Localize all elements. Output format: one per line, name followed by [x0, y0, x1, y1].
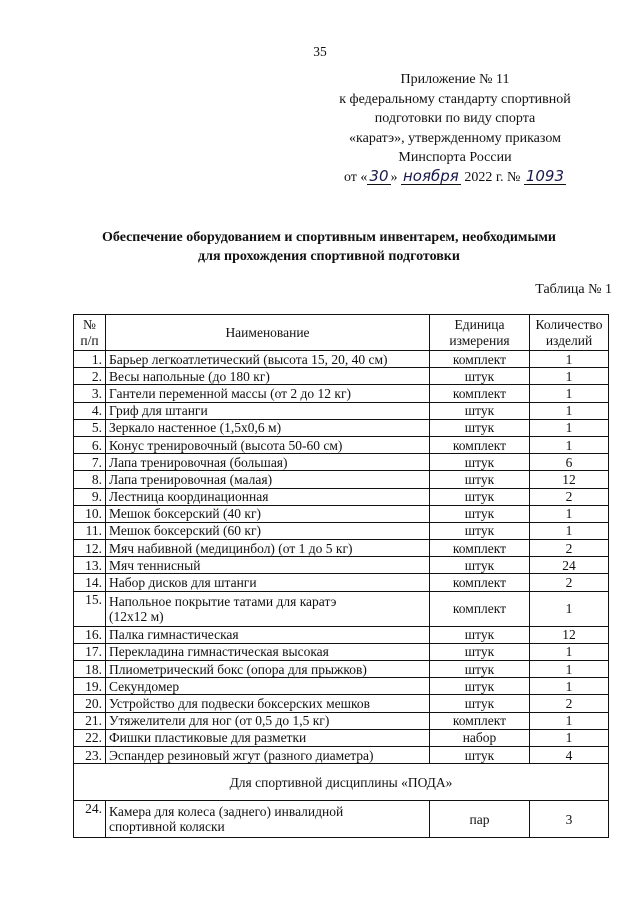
row-name: Палка гимнастическая [106, 626, 430, 643]
appendix-date-line [300, 168, 610, 188]
row-unit: комплект [430, 574, 530, 591]
row-name: Плиометрический бокс (опора для прыжков) [106, 661, 430, 678]
row-unit: штук [430, 505, 530, 522]
row-quantity: 1 [530, 643, 609, 660]
table-row [74, 419, 609, 436]
appendix-line: подготовки по виду спорта [374, 111, 536, 126]
title-line: Обеспечение оборудованием и спортивным инвентарем, необходимыми [102, 230, 556, 245]
row-quantity: 1 [530, 368, 609, 385]
row-quantity: 1 [530, 402, 609, 419]
table-row [74, 643, 609, 660]
row-unit: штук [430, 454, 530, 471]
row-quantity: 24 [530, 557, 609, 574]
row-name: Устройство для подвески боксерских мешков [106, 695, 430, 712]
document-title [40, 228, 618, 266]
table-row [74, 540, 609, 557]
row-number: 10. [74, 505, 106, 522]
row-quantity: 1 [530, 505, 609, 522]
table-row [74, 729, 609, 746]
row-unit: набор [430, 729, 530, 746]
row-unit: комплект [430, 540, 530, 557]
row-number: 8. [74, 471, 106, 488]
header-text: № [83, 316, 96, 332]
row-name: Зеркало настенное (1,5x0,6 м) [106, 419, 430, 436]
row-unit: комплект [430, 351, 530, 368]
row-unit: штук [430, 695, 530, 712]
table-row [74, 368, 609, 385]
row-name: Лапа тренировочная (большая) [106, 454, 430, 471]
row-unit: штук [430, 368, 530, 385]
table-row [74, 746, 609, 763]
table-row [74, 712, 609, 729]
row-name: Мяч теннисный [106, 557, 430, 574]
header-name: Наименование [106, 315, 430, 351]
row-number: 21. [74, 712, 106, 729]
row-name-line: (12x12 м) [109, 608, 164, 624]
row-name: Конус тренировочный (высота 50-60 см) [106, 436, 430, 453]
row-unit: комплект [430, 712, 530, 729]
row-unit: штук [430, 522, 530, 539]
row-name [106, 801, 430, 838]
row-unit: штук [430, 471, 530, 488]
row-unit: штук [430, 746, 530, 763]
header-number [74, 315, 106, 351]
row-unit: штук [430, 488, 530, 505]
appendix-line: Приложение № 11 [400, 72, 510, 87]
row-name: Эспандер резиновый жгут (разного диаметра) [106, 746, 430, 763]
row-number: 24. [74, 801, 106, 838]
row-unit: штук [430, 402, 530, 419]
row-number: 3. [74, 385, 106, 402]
row-number: 15. [74, 591, 106, 626]
appendix-block [300, 70, 610, 187]
header-unit [430, 315, 530, 351]
table-row [74, 557, 609, 574]
row-unit: штук [430, 557, 530, 574]
section-row [74, 764, 609, 801]
row-number: 12. [74, 540, 106, 557]
table-label: Таблица № 1 [535, 282, 612, 297]
row-unit: штук [430, 626, 530, 643]
row-name: Барьер легкоатлетический (высота 15, 20, 40 см) [106, 351, 430, 368]
row-quantity: 1 [530, 351, 609, 368]
row-number: 22. [74, 729, 106, 746]
row-number: 1. [74, 351, 106, 368]
table-body [74, 351, 609, 838]
table-row [74, 801, 609, 838]
row-name: Фишки пластиковые для разметки [106, 729, 430, 746]
table-row [74, 402, 609, 419]
row-name-line: спортивной коляски [109, 819, 225, 835]
row-number: 11. [74, 522, 106, 539]
row-quantity: 1 [530, 661, 609, 678]
table-row [74, 678, 609, 695]
section-title: Для спортивной дисциплины «ПОДА» [74, 764, 609, 801]
row-unit: штук [430, 661, 530, 678]
order-number-handwritten: 1093 [525, 166, 565, 185]
row-name: Весы напольные (до 180 кг) [106, 368, 430, 385]
header-text: п/п [80, 332, 99, 348]
appendix-line: к федеральному стандарту спортивной [339, 91, 571, 107]
row-number: 6. [74, 436, 106, 453]
row-name: Перекладина гимнастическая высокая [106, 643, 430, 660]
appendix-line: «каратэ», утвержденному приказом [349, 130, 561, 146]
row-number: 17. [74, 643, 106, 660]
row-number: 9. [74, 488, 106, 505]
table-row [74, 505, 609, 522]
header-text: Единица [454, 316, 505, 332]
table-row [74, 591, 609, 626]
row-name: Мяч набивной (медицинбол) (от 1 до 5 кг) [106, 540, 430, 557]
row-name-line: Напольное покрытие татами для каратэ [109, 593, 337, 609]
row-unit: пар [430, 801, 530, 838]
row-unit: штук [430, 419, 530, 436]
row-quantity: 12 [530, 626, 609, 643]
table-row [74, 436, 609, 453]
row-name: Утяжелители для ног (от 0,5 до 1,5 кг) [106, 712, 430, 729]
row-name: Лапа тренировочная (малая) [106, 471, 430, 488]
table-row [74, 661, 609, 678]
row-unit: штук [430, 678, 530, 695]
date-month-handwritten: ноября [403, 166, 459, 185]
table-row [74, 454, 609, 471]
row-quantity: 1 [530, 729, 609, 746]
row-name: Мешок боксерский (40 кг) [106, 505, 430, 522]
row-number: 16. [74, 626, 106, 643]
row-name: Мешок боксерский (60 кг) [106, 522, 430, 539]
table-row [74, 471, 609, 488]
date-day-handwritten: 30 [369, 166, 389, 185]
row-quantity: 3 [530, 801, 609, 838]
row-name: Набор дисков для штанги [106, 574, 430, 591]
row-quantity: 2 [530, 574, 609, 591]
row-quantity: 1 [530, 712, 609, 729]
header-text: измерения [449, 332, 510, 348]
row-number: 7. [74, 454, 106, 471]
row-number: 13. [74, 557, 106, 574]
table-row [74, 522, 609, 539]
row-quantity: 12 [530, 471, 609, 488]
title-line: для прохождения спортивной подготовки [198, 249, 460, 264]
row-quantity: 1 [530, 419, 609, 436]
date-suffix: 2022 г. № [464, 169, 521, 185]
row-unit: комплект [430, 591, 530, 626]
row-name-line: Камера для колеса (заднего) инвалидной [109, 804, 344, 820]
row-number: 23. [74, 746, 106, 763]
row-number: 5. [74, 419, 106, 436]
row-name: Гриф для штанги [106, 402, 430, 419]
header-text: изделий [545, 332, 593, 348]
row-quantity: 1 [530, 436, 609, 453]
row-name: Секундомер [106, 678, 430, 695]
table-row [74, 626, 609, 643]
row-quantity: 1 [530, 591, 609, 626]
row-number: 18. [74, 661, 106, 678]
table-header-row [74, 315, 609, 351]
table-row [74, 385, 609, 402]
row-quantity: 1 [530, 522, 609, 539]
row-number: 20. [74, 695, 106, 712]
header-quantity [530, 315, 609, 351]
row-quantity: 4 [530, 746, 609, 763]
row-name: Гантели переменной массы (от 2 до 12 кг) [106, 385, 430, 402]
date-prefix: от « [343, 169, 368, 185]
row-quantity: 2 [530, 488, 609, 505]
row-number: 4. [74, 402, 106, 419]
date-mid: » [390, 169, 398, 185]
row-name [106, 591, 430, 626]
table-row [74, 351, 609, 368]
table-row [74, 574, 609, 591]
row-unit: штук [430, 643, 530, 660]
row-quantity: 2 [530, 695, 609, 712]
row-quantity: 1 [530, 385, 609, 402]
row-number: 19. [74, 678, 106, 695]
page-number: 35 [313, 44, 327, 59]
row-number: 14. [74, 574, 106, 591]
table-row [74, 695, 609, 712]
row-number: 2. [74, 368, 106, 385]
row-unit: комплект [430, 385, 530, 402]
row-quantity: 6 [530, 454, 609, 471]
row-quantity: 1 [530, 678, 609, 695]
row-unit: комплект [430, 436, 530, 453]
appendix-line: Минспорта России [398, 150, 512, 165]
row-name: Лестница координационная [106, 488, 430, 505]
row-quantity: 2 [530, 540, 609, 557]
header-text: Количество [535, 316, 603, 332]
equipment-table [73, 314, 609, 838]
table-row [74, 488, 609, 505]
